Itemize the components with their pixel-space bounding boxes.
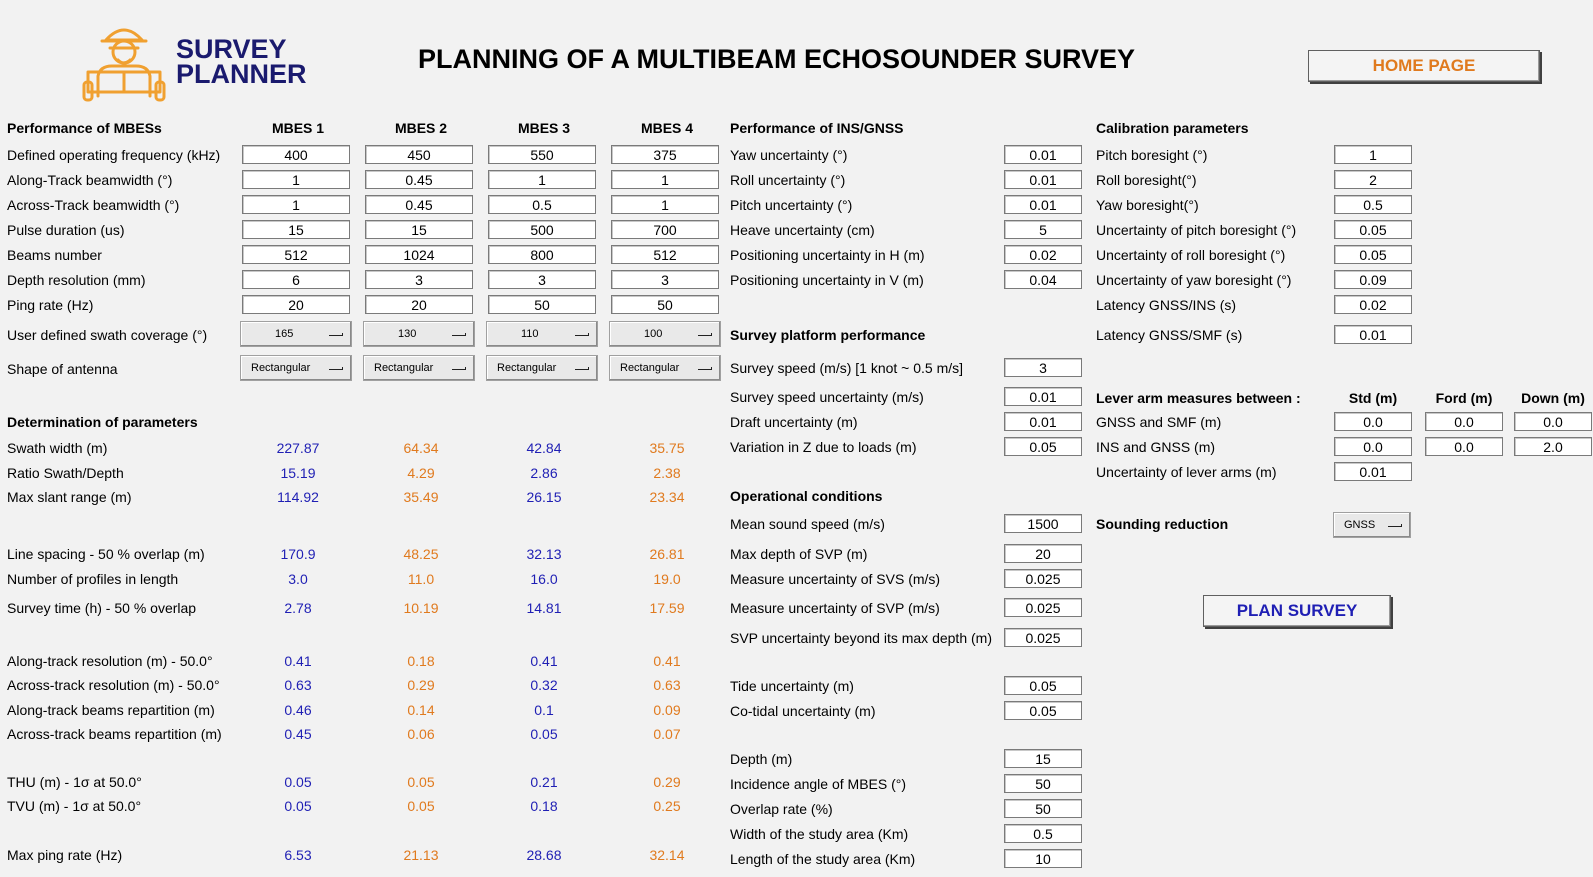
lever-arm-label: INS and GNSS (m) <box>1096 439 1216 455</box>
ins-header: Performance of INS/GNSS <box>730 120 904 136</box>
result-value: 42.84 <box>526 440 562 456</box>
ins-param-label: Pitch uncertainty (°) <box>730 197 853 213</box>
calibration-param-label: Uncertainty of pitch boresight (°) <box>1096 222 1297 238</box>
operational-param-label: Measure uncertainty of SVP (m/s) <box>730 600 940 616</box>
operational-param-input[interactable]: 10 <box>1004 849 1082 868</box>
result-label: Along-track resolution (m) - 50.0° <box>7 653 213 669</box>
calibration-param-label: Uncertainty of yaw boresight (°) <box>1096 272 1292 288</box>
calibration-param-label: Uncertainty of roll boresight (°) <box>1096 247 1286 263</box>
mbes-value-input[interactable]: 1024 <box>365 245 473 264</box>
lever-arm-input[interactable]: 0.0 <box>1334 437 1412 456</box>
swath-coverage-dropdown[interactable] <box>363 321 475 347</box>
operational-param-label: Length of the study area (Km) <box>730 851 916 867</box>
result-value: 23.34 <box>649 489 685 505</box>
operational-param-label: Mean sound speed (m/s) <box>730 516 885 532</box>
operational-param-input[interactable]: 0.025 <box>1004 628 1082 647</box>
result-value: 0.05 <box>284 774 312 790</box>
result-value: 21.13 <box>403 847 439 863</box>
result-value: 0.29 <box>407 677 435 693</box>
result-value: 0.06 <box>407 726 435 742</box>
mbes-column-header: MBES 1 <box>271 120 325 136</box>
result-value: 227.87 <box>276 440 320 456</box>
mbes-param-label: Pulse duration (us) <box>7 222 125 238</box>
mbes-value-input[interactable]: 50 <box>611 295 719 314</box>
calibration-param-label: Pitch boresight (°) <box>1096 147 1208 163</box>
operational-param-input[interactable]: 1500 <box>1004 514 1082 533</box>
chevron-down-icon <box>1388 524 1402 527</box>
platform-param-input[interactable]: 0.01 <box>1004 387 1082 406</box>
antenna-shape-value: Rectangular <box>374 362 434 374</box>
calibration-param-input[interactable]: 0.01 <box>1334 325 1412 344</box>
ins-param-label: Heave uncertainty (cm) <box>730 222 875 238</box>
platform-param-label: Variation in Z due to loads (m) <box>730 439 917 455</box>
swath-coverage-dropdown[interactable] <box>609 321 721 347</box>
ins-param-input[interactable]: 0.01 <box>1004 170 1082 189</box>
mbes-value-input[interactable]: 500 <box>488 220 596 239</box>
mbes-column-header: MBES 4 <box>640 120 694 136</box>
mbes-value-input[interactable]: 512 <box>242 245 350 264</box>
operational-param-input[interactable]: 50 <box>1004 799 1082 818</box>
ins-param-input[interactable]: 0.04 <box>1004 270 1082 289</box>
mbes-column-header: MBES 2 <box>394 120 448 136</box>
ins-param-label: Positioning uncertainty in V (m) <box>730 272 924 288</box>
result-value: 0.63 <box>284 677 312 693</box>
platform-param-input[interactable]: 0.01 <box>1004 412 1082 431</box>
operational-header: Operational conditions <box>730 488 883 504</box>
result-value: 0.32 <box>530 677 558 693</box>
result-value: 114.92 <box>277 489 319 505</box>
result-label: Along-track beams repartition (m) <box>7 702 215 718</box>
chevron-down-icon <box>575 333 589 336</box>
result-value: 0.07 <box>653 726 681 742</box>
result-value: 64.34 <box>403 440 439 456</box>
chevron-down-icon <box>698 367 712 370</box>
home-page-button[interactable]: HOME PAGE <box>1308 50 1540 82</box>
result-value: 0.18 <box>407 653 435 669</box>
mbes-param-label: Along-Track beamwidth (°) <box>7 172 173 188</box>
mbes-value-input[interactable]: 50 <box>488 295 596 314</box>
calibration-header: Calibration parameters <box>1096 120 1249 136</box>
result-label: Swath width (m) <box>7 440 108 456</box>
swath-coverage-value: 165 <box>275 328 294 340</box>
result-value: 32.13 <box>526 546 562 562</box>
antenna-shape-dropdown[interactable] <box>486 355 598 381</box>
operational-param-label: Incidence angle of MBES (°) <box>730 776 907 792</box>
result-label: Across-track resolution (m) - 50.0° <box>7 677 220 693</box>
result-value: 0.05 <box>530 726 558 742</box>
result-value: 170.9 <box>280 546 316 562</box>
result-value: 0.63 <box>653 677 681 693</box>
lever-arm-input[interactable]: 0.0 <box>1514 412 1592 431</box>
lever-arm-column-header: Std (m) <box>1348 390 1398 406</box>
result-label: Max ping rate (Hz) <box>7 847 123 863</box>
result-value: 0.46 <box>284 702 312 718</box>
calibration-param-label: Roll boresight(°) <box>1096 172 1197 188</box>
operational-param-label: SVP uncertainty beyond its max depth (m) <box>730 630 992 646</box>
antenna-shape-value: Rectangular <box>497 362 557 374</box>
mbes-value-input[interactable]: 800 <box>488 245 596 264</box>
operational-param-input[interactable]: 0.05 <box>1004 701 1082 720</box>
lever-arm-uncertainty-label: Uncertainty of lever arms (m) <box>1096 464 1277 480</box>
chevron-down-icon <box>452 367 466 370</box>
sounding-reduction-label: Sounding reduction <box>1096 516 1229 532</box>
platform-param-input[interactable]: 0.05 <box>1004 437 1082 456</box>
ins-param-input[interactable]: 0.01 <box>1004 195 1082 214</box>
operational-param-label: Measure uncertainty of SVS (m/s) <box>730 571 941 587</box>
operational-param-input[interactable]: 0.05 <box>1004 676 1082 695</box>
page-title: PLANNING OF A MULTIBEAM ECHOSOUNDER SURVEY <box>418 44 1136 74</box>
swath-coverage-value: 100 <box>644 328 663 340</box>
antenna-shape-label: Shape of antenna <box>7 361 118 377</box>
result-value: 35.49 <box>403 489 439 505</box>
chevron-down-icon <box>575 367 589 370</box>
ins-param-input[interactable]: 0.02 <box>1004 245 1082 264</box>
result-label: Survey time (h) - 50 % overlap <box>7 600 197 616</box>
swath-coverage-dropdown[interactable] <box>240 321 352 347</box>
mbes-value-input[interactable]: 1 <box>611 170 719 189</box>
result-value: 4.29 <box>407 465 435 481</box>
ins-param-label: Positioning uncertainty in H (m) <box>730 247 925 263</box>
result-value: 0.41 <box>653 653 681 669</box>
result-value: 0.09 <box>653 702 681 718</box>
result-value: 0.18 <box>530 798 558 814</box>
result-value: 0.05 <box>407 774 435 790</box>
mbes-value-input[interactable]: 512 <box>611 245 719 264</box>
chevron-down-icon <box>329 333 343 336</box>
calibration-param-input[interactable]: 0.05 <box>1334 220 1412 239</box>
calibration-param-input[interactable]: 1 <box>1334 145 1412 164</box>
result-value: 0.45 <box>284 726 312 742</box>
mbes-value-input[interactable]: 0.45 <box>365 170 473 189</box>
mbes-value-input[interactable]: 3 <box>488 270 596 289</box>
mbes-value-input[interactable]: 3 <box>365 270 473 289</box>
result-value: 10.19 <box>403 600 439 616</box>
antenna-shape-dropdown[interactable] <box>609 355 721 381</box>
result-value: 2.78 <box>284 600 312 616</box>
antenna-shape-dropdown[interactable] <box>240 355 352 381</box>
brand-line1: SURVEY <box>176 34 287 64</box>
operational-param-label: Overlap rate (%) <box>730 801 833 817</box>
platform-param-label: Survey speed uncertainty (m/s) <box>730 389 924 405</box>
plan-survey-button[interactable]: PLAN SURVEY <box>1203 595 1391 627</box>
result-value: 14.81 <box>526 600 562 616</box>
platform-header: Survey platform performance <box>730 327 926 343</box>
mbes-param-label: Depth resolution (mm) <box>7 272 146 288</box>
result-label: Across-track beams repartition (m) <box>7 726 222 742</box>
sounding-reduction-dropdown[interactable] <box>1333 512 1411 538</box>
result-value: 2.86 <box>530 465 558 481</box>
result-value: 32.14 <box>649 847 685 863</box>
calibration-param-label: Latency GNSS/INS (s) <box>1096 297 1237 313</box>
result-value: 26.81 <box>649 546 685 562</box>
mbes-value-input[interactable]: 3 <box>611 270 719 289</box>
operational-param-label: Depth (m) <box>730 751 793 767</box>
swath-coverage-label: User defined swath coverage (°) <box>7 327 208 343</box>
result-value: 0.05 <box>407 798 435 814</box>
operational-param-input[interactable]: 0.025 <box>1004 569 1082 588</box>
result-label: Line spacing - 50 % overlap (m) <box>7 546 205 562</box>
result-value: 16.0 <box>530 571 558 587</box>
result-value: 6.53 <box>284 847 312 863</box>
calibration-param-input[interactable]: 0.05 <box>1334 245 1412 264</box>
operational-param-input[interactable]: 15 <box>1004 749 1082 768</box>
lever-arm-uncertainty-input[interactable]: 0.01 <box>1334 462 1412 481</box>
operational-param-label: Width of the study area (Km) <box>730 826 909 842</box>
lever-arm-column-header: Down (m) <box>1521 390 1585 406</box>
operational-param-label: Max depth of SVP (m) <box>730 546 868 562</box>
result-value: 28.68 <box>526 847 562 863</box>
result-value: 35.75 <box>649 440 685 456</box>
result-value: 15.19 <box>280 465 316 481</box>
result-label: TVU (m) - 1σ at 50.0° <box>7 798 142 814</box>
mbes-value-input[interactable]: 550 <box>488 145 596 164</box>
result-label: Ratio Swath/Depth <box>7 465 124 481</box>
result-value: 0.25 <box>653 798 681 814</box>
lever-arm-column-header: Ford (m) <box>1435 390 1493 406</box>
surveyor-icon <box>80 18 172 104</box>
lever-arm-input[interactable]: 0.0 <box>1334 412 1412 431</box>
determination-header: Determination of parameters <box>7 414 198 430</box>
chevron-down-icon <box>698 333 712 336</box>
mbes-value-input[interactable]: 400 <box>242 145 350 164</box>
brand-line2: PLANNER <box>176 59 307 89</box>
result-value: 19.0 <box>653 571 681 587</box>
mbes-value-input[interactable]: 1 <box>242 195 350 214</box>
result-value: 0.14 <box>407 702 435 718</box>
antenna-shape-value: Rectangular <box>620 362 680 374</box>
result-label: THU (m) - 1σ at 50.0° <box>7 774 142 790</box>
antenna-shape-value: Rectangular <box>251 362 311 374</box>
platform-param-label: Draft uncertainty (m) <box>730 414 858 430</box>
lever-arm-input[interactable]: 2.0 <box>1514 437 1592 456</box>
calibration-param-input[interactable]: 0.02 <box>1334 295 1412 314</box>
lever-arm-label: GNSS and SMF (m) <box>1096 414 1222 430</box>
operational-param-input[interactable]: 0.5 <box>1004 824 1082 843</box>
lever-arm-header: Lever arm measures between : <box>1096 390 1301 406</box>
logo <box>80 18 307 104</box>
platform-param-label: Survey speed (m/s) [1 knot ~ 0.5 m/s] <box>730 360 964 376</box>
calibration-param-label: Latency GNSS/SMF (s) <box>1096 327 1243 343</box>
result-value: 11.0 <box>407 571 435 587</box>
mbes-value-input[interactable]: 1 <box>242 170 350 189</box>
mbes-value-input[interactable]: 1 <box>611 195 719 214</box>
result-label: Number of profiles in length <box>7 571 179 587</box>
result-value: 0.05 <box>284 798 312 814</box>
result-value: 26.15 <box>526 489 562 505</box>
mbes-value-input[interactable]: 6 <box>242 270 350 289</box>
antenna-shape-dropdown[interactable] <box>363 355 475 381</box>
ins-param-label: Yaw uncertainty (°) <box>730 147 848 163</box>
swath-coverage-value: 110 <box>521 328 539 340</box>
result-value: 3.0 <box>288 571 308 587</box>
calibration-param-input[interactable]: 0.09 <box>1334 270 1412 289</box>
result-value: 0.1 <box>534 702 554 718</box>
mbes-param-label: Across-Track beamwidth (°) <box>7 197 180 213</box>
mbes-header: Performance of MBESs <box>7 120 162 136</box>
mbes-value-input[interactable]: 15 <box>365 220 473 239</box>
mbes-value-input[interactable]: 1 <box>488 170 596 189</box>
operational-param-input[interactable]: 20 <box>1004 544 1082 563</box>
mbes-value-input[interactable]: 20 <box>242 295 350 314</box>
swath-coverage-dropdown[interactable] <box>486 321 598 347</box>
mbes-param-label: Ping rate (Hz) <box>7 297 94 313</box>
sounding-reduction-value: GNSS <box>1344 519 1376 531</box>
mbes-value-input[interactable]: 0.45 <box>365 195 473 214</box>
mbes-value-input[interactable]: 450 <box>365 145 473 164</box>
result-label: Max slant range (m) <box>7 489 132 505</box>
result-value: 17.59 <box>649 600 685 616</box>
operational-param-input[interactable]: 50 <box>1004 774 1082 793</box>
ins-param-input[interactable]: 0.01 <box>1004 145 1082 164</box>
mbes-param-label: Beams number <box>7 247 102 263</box>
mbes-value-input[interactable]: 0.5 <box>488 195 596 214</box>
chevron-down-icon <box>329 367 343 370</box>
chevron-down-icon <box>452 333 466 336</box>
operational-param-input[interactable]: 0.025 <box>1004 598 1082 617</box>
ins-param-input[interactable]: 5 <box>1004 220 1082 239</box>
calibration-param-label: Yaw boresight(°) <box>1096 197 1199 213</box>
calibration-param-input[interactable]: 2 <box>1334 170 1412 189</box>
calibration-param-input[interactable]: 0.5 <box>1334 195 1412 214</box>
operational-param-label: Tide uncertainty (m) <box>730 678 854 694</box>
operational-param-label: Co-tidal uncertainty (m) <box>730 703 876 719</box>
result-value: 2.38 <box>653 465 681 481</box>
result-value: 0.29 <box>653 774 681 790</box>
lever-arm-input[interactable]: 0.0 <box>1425 437 1503 456</box>
result-value: 0.21 <box>530 774 558 790</box>
lever-arm-input[interactable]: 0.0 <box>1425 412 1503 431</box>
mbes-param-label: Defined operating frequency (kHz) <box>7 147 221 163</box>
ins-param-label: Roll uncertainty (°) <box>730 172 846 188</box>
mbes-value-input[interactable]: 15 <box>242 220 350 239</box>
result-value: 0.41 <box>284 653 312 669</box>
mbes-value-input[interactable]: 700 <box>611 220 719 239</box>
result-value: 0.41 <box>530 653 558 669</box>
result-value: 48.25 <box>403 546 439 562</box>
mbes-value-input[interactable]: 375 <box>611 145 719 164</box>
mbes-column-header: MBES 3 <box>517 120 571 136</box>
platform-param-input[interactable]: 3 <box>1004 358 1082 377</box>
mbes-value-input[interactable]: 20 <box>365 295 473 314</box>
swath-coverage-value: 130 <box>398 328 417 340</box>
